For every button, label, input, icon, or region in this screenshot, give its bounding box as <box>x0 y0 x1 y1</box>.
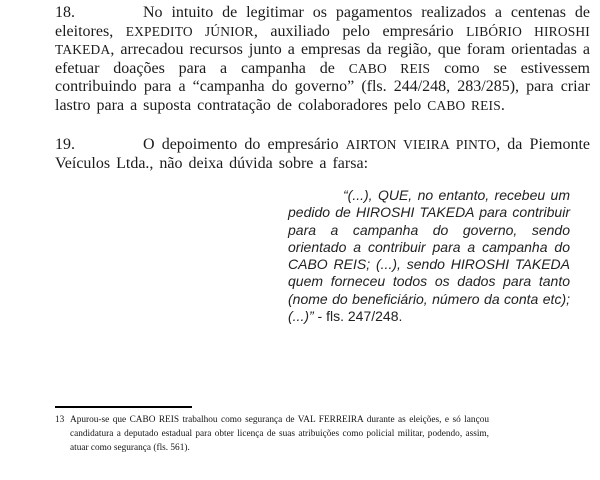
text-run: como se estivessem contribuindo para a “campanha do governo” (fls. 244/248, 283/285), para criar lastro para a suposta contratação de colaboradores pelo <box>55 59 590 114</box>
text-run: No intuito de legitimar os pagamentos realizados a centenas de eleitores, <box>55 4 590 40</box>
person-name: VAL FERREIRA <box>297 414 364 425</box>
quote-citation: - fls. 247/248. <box>313 308 403 325</box>
text-run: , arrecadou recursos junto a empresas da região, que foram orientadas a efetuar doações para a campanha de <box>55 41 590 77</box>
text-run: O depoimento do empresário <box>143 136 346 153</box>
paragraph-18 <box>55 4 590 115</box>
quote-text: “(...), QUE, no entanto, recebeu um pedido de HIROSHI TAKEDA para contribuir para a campanha do governo, sendo orientado a contribuir para a campanha do CABO REIS; (...), sendo HIROSHI TAKEDA quem forneceu todos os dados para tanto (nome do beneficiário, número da conta etc); (...)” <box>288 187 570 325</box>
footnote-text-run: Apurou-se que <box>70 414 130 425</box>
footnote-text-run: durante as eleições, e só lançou candidatura a deputado estadual para obter licença de suas atribuições como policial militar, podendo, assim, atuar como segurança (fls. 561). <box>70 414 489 454</box>
text-run: , da Piemonte Veículos Ltda., não deixa dúvida sobre a farsa: <box>55 136 590 172</box>
person-name: LIBÓRIO HIROSHI TAKEDA <box>55 23 590 57</box>
footnote-13 <box>55 413 489 456</box>
main-text-block <box>55 4 590 325</box>
text-run: . <box>500 96 505 114</box>
paragraph-number: 18. <box>55 4 75 21</box>
quote-block <box>288 187 570 325</box>
footnote-separator <box>55 406 192 408</box>
person-name: AIRTON VIEIRA PINTO <box>345 137 497 152</box>
footnote-number: 13 <box>55 414 65 425</box>
footnote-text-run: trabalhou como segurança de <box>179 414 298 425</box>
person-name: CABO REIS <box>348 60 431 76</box>
paragraph-number: 19. <box>55 136 75 153</box>
person-name: CABO REIS <box>129 414 180 425</box>
footnote-area <box>55 406 489 455</box>
person-name: EXPEDITO JÚNIOR <box>125 23 254 39</box>
person-name: CABO REIS <box>427 97 501 113</box>
paragraph-19 <box>55 136 590 173</box>
text-run: , auxiliado pelo empresário <box>253 22 467 40</box>
